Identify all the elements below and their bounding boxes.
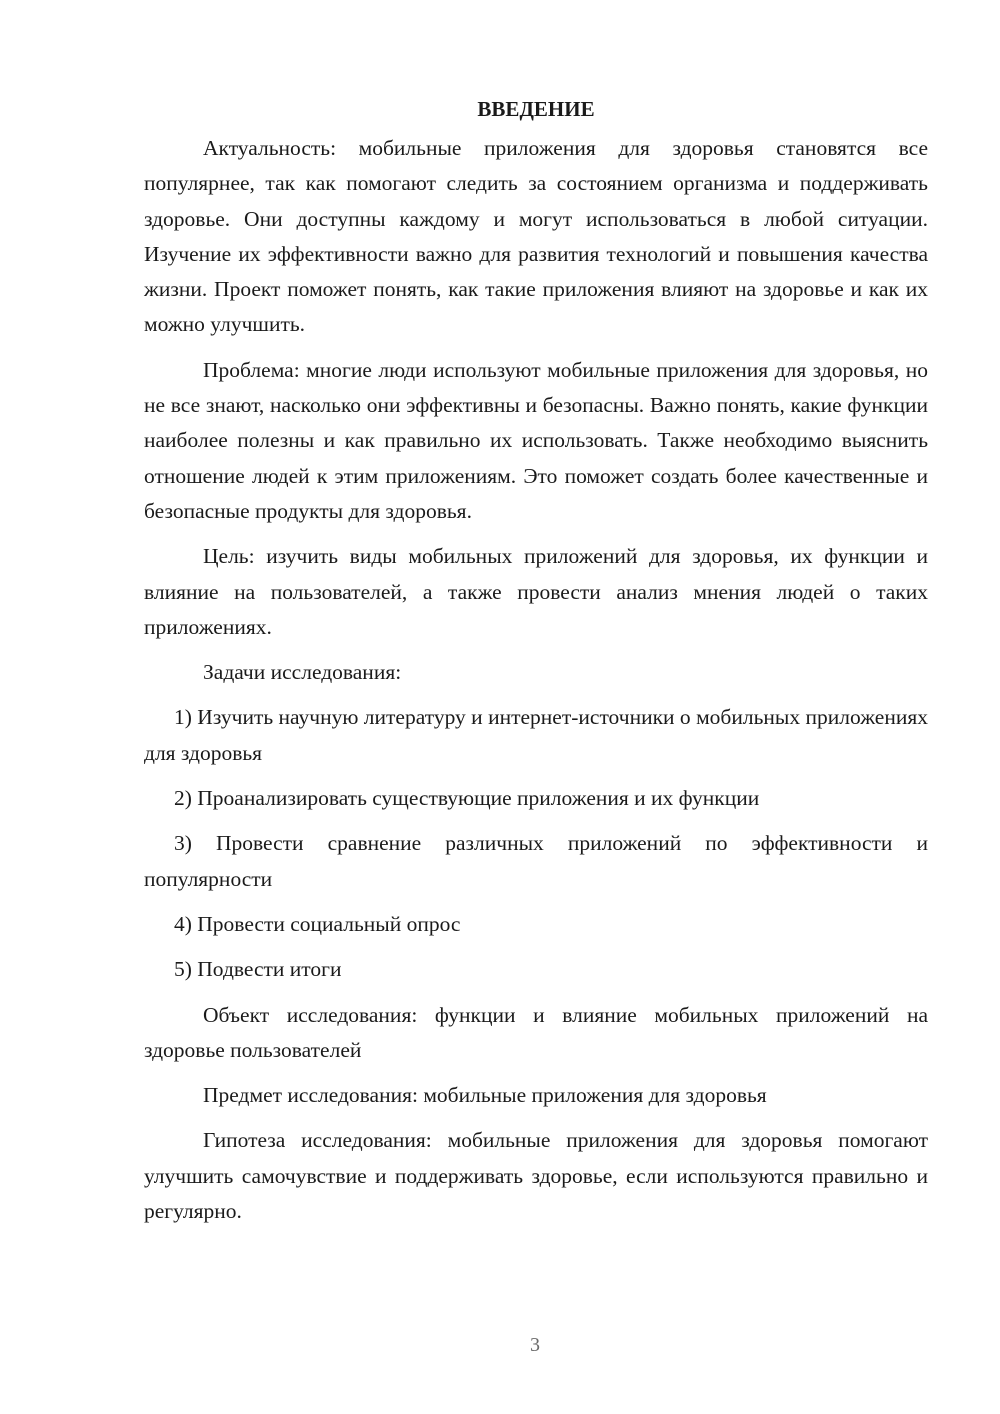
task-item-5: 5) Подвести итоги (174, 957, 342, 982)
paragraph-object: Объект исследования: функции и влияние мобильных приложений на здоровье пользователей (144, 1002, 928, 1062)
tasks-heading: Задачи исследования: (203, 660, 402, 685)
document-page (144, 92, 928, 1239)
task-item-1: 1) Изучить научную литературу и интернет-источники о мобильных приложениях для здоровья (144, 705, 928, 765)
page-title: ВВЕДЕНИЕ (477, 97, 595, 121)
paragraph-hypothesis: Гипотеза исследования: мобильные приложения для здоровья помогают улучшить самочувствие и поддерживать здоровье, если используются правильно и регулярно. (144, 1128, 928, 1224)
paragraph-subject: Предмет исследования: мобильные приложения для здоровья (203, 1083, 767, 1108)
task-item-3: 3) Провести сравнение различных приложений по эффективности и популярности (144, 831, 928, 891)
paragraph-goal: Цель: изучить виды мобильных приложений для здоровья, их функции и влияние на пользователей, а также провести анализ мнения людей о таких приложениях. (144, 544, 928, 639)
paragraph-relevance: Актуальность: мобильные приложения для здоровья становятся все популярнее, так как помогают следить за состоянием организма и поддерживать здоровье. Они доступны каждому и могут использоваться в любой ситуации. Изучение их эффективности важно для развития технологий и повышения качества жизни. Проект поможет понять, как такие приложения влияют на здоровье и как их можно улучшить. (144, 136, 928, 337)
paragraph-problem: Проблема: многие люди используют мобильные приложения для здоровья, но не все знают, насколько они эффективны и безопасны. Важно понять, какие функции наиболее полезны и как правильно их использовать. Также необходимо выяснить отношение людей к этим приложениям. Это поможет создать более качественные и безопасные продукты для здоровья. (144, 357, 928, 523)
task-item-4: 4) Провести социальный опрос (174, 911, 461, 936)
task-item-2: 2) Проанализировать существующие приложения и их функции (174, 786, 760, 811)
page-number: 3 (530, 1334, 540, 1356)
